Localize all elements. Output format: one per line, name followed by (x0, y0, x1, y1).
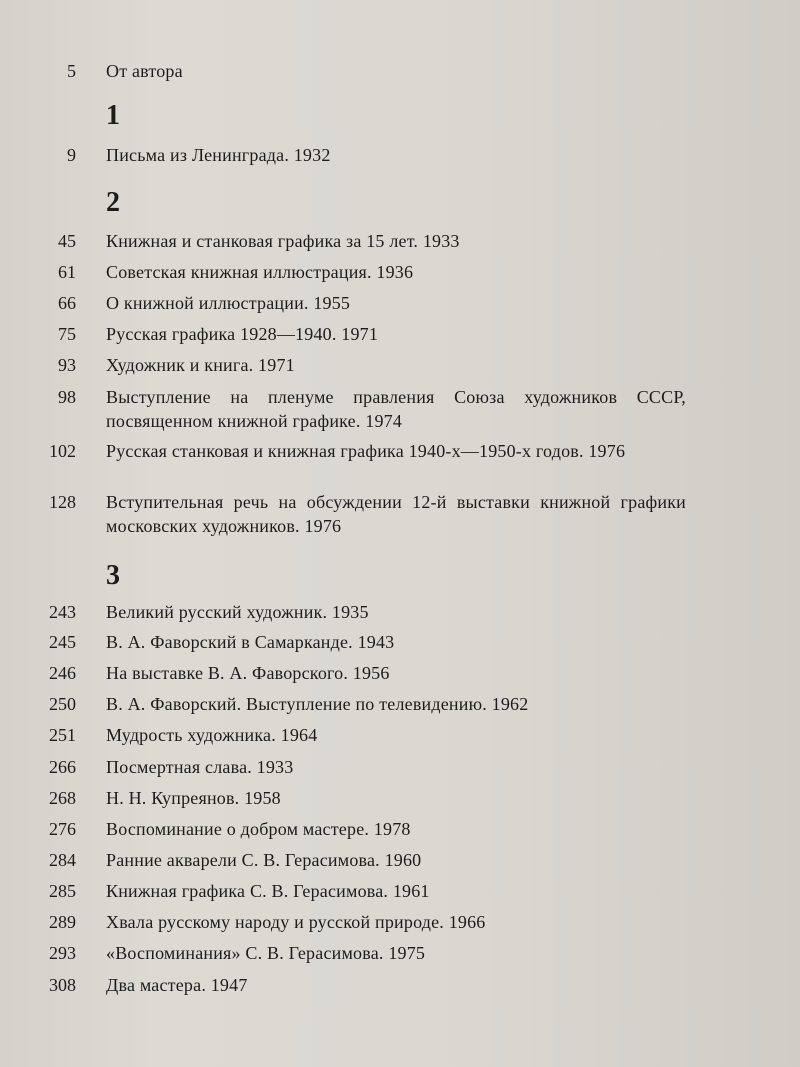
entry-title: Н. Н. Купреянов. 1958 (106, 788, 281, 808)
section-number: 3 (106, 560, 120, 591)
entry-title: Мудрость художника. 1964 (106, 725, 318, 745)
entry-title: Русская станковая и книжная графика 1940-х—1950-х годов. 1976 (106, 441, 626, 461)
entry-title: О книжной иллюстрации. 1955 (106, 293, 351, 313)
entry-page-number: 293 (49, 943, 76, 963)
entry-title: Ранние акварели С. В. Герасимова. 1960 (106, 850, 422, 870)
entry-page-number: 128 (49, 492, 76, 512)
entry-title: Книжная графика С. В. Герасимова. 1961 (106, 881, 430, 901)
entry-title: Выступление на пленуме правления Союза художников СССР, посвященном книжной графике. 1974 (106, 387, 686, 431)
entry-title: В. А. Фаворский. Выступление по телевидению. 1962 (106, 694, 529, 714)
entry-page-number: 276 (49, 819, 76, 839)
entry-title: Посмертная слава. 1933 (106, 757, 294, 777)
entry-title: Книжная и станковая графика за 15 лет. 1933 (106, 231, 460, 251)
entry-title: На выставке В. А. Фаворского. 1956 (106, 663, 390, 683)
entry-page-number: 9 (67, 145, 76, 165)
entry-title: Хвала русскому народу и русской природе. 1966 (106, 912, 486, 932)
entry-page-number: 75 (58, 324, 76, 344)
entry-page-number: 5 (67, 61, 76, 81)
entry-page-number: 308 (49, 975, 76, 995)
section-number: 1 (106, 100, 120, 131)
entry-page-number: 66 (58, 293, 76, 313)
entry-page-number: 285 (49, 881, 76, 901)
entry-page-number: 250 (49, 694, 76, 714)
entry-title: Письма из Ленинграда. 1932 (106, 145, 331, 165)
entry-title: Великий русский художник. 1935 (106, 602, 369, 622)
entry-title: От автора (106, 61, 183, 81)
entry-page-number: 102 (49, 441, 76, 461)
entry-page-number: 93 (58, 355, 76, 375)
entry-page-number: 45 (58, 231, 76, 251)
entry-page-number: 268 (49, 788, 76, 808)
entry-page-number: 98 (58, 387, 76, 407)
entry-page-number: 243 (49, 602, 76, 622)
entry-page-number: 61 (58, 262, 76, 282)
entry-title: В. А. Фаворский в Самарканде. 1943 (106, 632, 395, 652)
entry-page-number: 289 (49, 912, 76, 932)
entry-page-number: 251 (49, 725, 76, 745)
section-number: 2 (106, 187, 120, 218)
entry-title: Воспоминание о добром мастере. 1978 (106, 819, 411, 839)
entry-page-number: 266 (49, 757, 76, 777)
entry-page-number: 246 (49, 663, 76, 683)
entry-page-number: 284 (49, 850, 76, 870)
entry-page-number: 245 (49, 632, 76, 652)
entry-title: Советская книжная иллюстрация. 1936 (106, 262, 414, 282)
entry-title: Художник и книга. 1971 (106, 355, 295, 375)
entry-title: Русская графика 1928—1940. 1971 (106, 324, 379, 344)
entry-title: «Воспоминания» С. В. Герасимова. 1975 (106, 943, 426, 963)
entry-title: Два мастера. 1947 (106, 975, 248, 995)
entry-title: Вступительная речь на обсуждении 12-й выставки книжной графики московских художников. 1976 (106, 492, 686, 536)
